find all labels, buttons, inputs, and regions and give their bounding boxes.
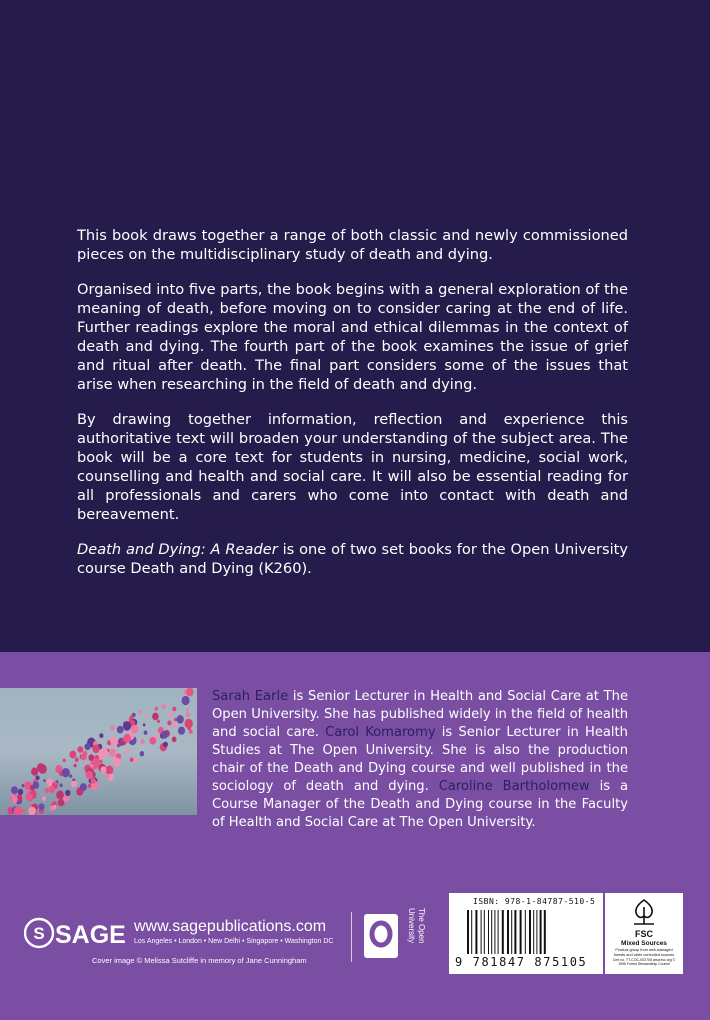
barcode-bar [529,910,531,954]
open-university-name [406,908,434,970]
balloon [141,739,145,744]
balloon [22,784,25,787]
balloon [177,715,184,724]
balloon [77,746,83,753]
balloon [35,775,39,780]
balloon [81,753,87,760]
balloon [84,743,90,750]
barcode-bar [525,910,526,954]
fsc-tree-icon [627,897,661,929]
balloon [130,715,133,718]
description-paragraph-2: Organised into five parts, the book begins with a general exploration of the meaning of death, before moving on to consider caring at the end of life. Further readings explore the moral and ethical dilemmas in the context of death and dying. The fourth part of the book examines the issue of grief and ritual after death. The final part considers some of the issues that arise when researching in the field of death and dying. [77,281,629,393]
balloon [168,712,173,718]
balloon [17,795,22,800]
sage-logo-text: SAGE [55,921,126,949]
balloon [18,789,24,795]
balloon [106,766,114,775]
fsc-certificate: Cert no. TT-COC-002705 www.fsc.org © 1996 Forest Stewardship Council [612,958,676,966]
balloon [80,783,87,791]
barcode-bar [467,910,469,954]
balloon [91,765,94,768]
balloon [143,723,146,726]
barcode-bar [498,910,499,954]
barcode-bar [481,910,482,954]
balloon [131,725,139,734]
balloon [117,744,120,747]
open-university-line-2: University [407,908,416,944]
author-bio-caroline-bartholomew: is a Course Manager of the Death and Dying course in the Faculty of Health and Social Care at The Open University. [212,779,629,830]
balloon [100,766,106,773]
balloon [144,731,148,735]
balloon [123,734,131,743]
barcode-bar [507,910,509,954]
isbn-label: ISBN: 978-1-84787-510-5 [473,897,596,906]
balloon [167,720,171,725]
balloon [110,725,114,730]
course-note: is one of two set books for the Open University course Death and Dying (K260). [77,541,628,577]
fsc-description: Product group from well-managed forests and other controlled sources [613,948,675,957]
balloon [63,759,66,763]
balloon [43,779,46,782]
barcode-bar [511,910,512,954]
balloon [109,748,116,756]
balloon [152,713,159,721]
barcode-bar [514,910,516,954]
balloon [157,720,160,723]
balloon [186,709,189,712]
balloon [28,807,36,815]
balloon [92,745,99,754]
barcode-bar [536,910,537,954]
balloon [74,764,77,767]
author-biographies [212,688,628,832]
barcode-bar [520,910,522,954]
book-title: Death and Dying: A Reader [77,541,278,558]
balloon [163,742,168,748]
balloon [174,718,177,721]
balloon [26,793,33,801]
fsc-mixed-sources: Mixed Sources [621,940,667,947]
publisher-url: www.sagepublications.com [134,918,327,935]
balloon [155,707,158,711]
balloon [172,737,177,743]
balloon [99,733,103,738]
balloon [12,796,18,803]
balloon [56,790,64,799]
open-university-line-1: The Open [417,908,426,944]
balloon [156,734,159,737]
balloon [65,790,70,796]
balloon [42,796,46,800]
barcode-digits: 9 781847 875105 [455,955,588,969]
balloon [94,758,101,766]
balloon [117,726,124,734]
svg-text:S: S [33,924,45,943]
balloon [75,757,79,762]
barcode-bar [471,910,472,954]
balloon [139,710,142,714]
barcode-bar [544,910,546,954]
balloon [110,736,118,745]
description-paragraph-1: This book draws together a range of both classic and newly commissioned pieces on the multidisciplinary study of death and dying. [77,227,628,263]
barcode-bar [475,910,477,954]
balloon [49,786,55,793]
description-paragraph-3: By drawing together information, reflection and experience this authoritative text will broaden your understanding of the subject area. The book will be a core text for students in nursing, medicine, social work, counselling and health and social care. It will also be essential reading for all professionals and carers who come into contact with death and bereavement. [77,411,628,523]
balloon [161,704,166,709]
author-bio-sarah-earle: is Senior Lecturer in Health and Social Care at The Open University. She has published widely in the field of health and social care. [212,689,629,740]
logo-divider [351,912,352,962]
balloon [31,768,38,776]
balloon [101,748,109,757]
balloon [178,727,185,735]
balloon [149,737,156,745]
balloon [45,788,49,793]
fsc-certification-badge [605,893,683,974]
balloon [126,749,130,753]
balloon [112,758,120,767]
balloon [69,774,72,777]
open-university-logo-icon [362,912,402,962]
cover-image-credit: Cover image © Melissa Sutcliffe in memory of Jane Cunningham [92,956,307,965]
balloon [161,731,168,739]
barcode-bar [533,910,534,954]
author-name-sarah-earle: Sarah Earle [212,689,289,704]
balloon [186,688,194,696]
publisher-cities: Los Angeles • London • New Delhi • Singapore • Washington DC [134,938,334,945]
balloon [88,754,94,761]
balloon [130,758,134,762]
balloon [186,712,191,717]
balloon [39,803,45,810]
fsc-label: FSC [635,929,653,939]
balloon [133,758,137,762]
balloon [132,713,136,717]
barcode-bar [484,910,485,954]
balloon [71,781,77,788]
balloon [11,786,18,794]
barcode-bar [494,910,495,954]
barcode-bar [488,910,489,954]
barcode-bar [491,910,492,954]
balloon [173,722,178,727]
balloon [189,729,193,734]
balloon [172,707,176,712]
balloon [70,751,77,759]
barcode-bars [463,910,589,956]
book-description [77,226,628,578]
description-paragraph-4 [77,540,628,578]
barcode-bar [540,910,542,954]
balloon [23,809,26,812]
author-name-caroline-bartholomew: Caroline Bartholomew [438,779,590,794]
balloon [88,784,91,788]
balloon [60,783,63,787]
author-name-carol-komaromy: Carol Komaromy [325,725,436,740]
balloon [62,768,70,777]
balloon [91,778,96,784]
author-bio-carol-komaromy: is Senior Lecturer in Health Studies at The Open University. She is also the production chair of the Death and Dying course and well published in the sociology of death and dying. [212,725,628,794]
sage-logo [24,915,128,951]
balloon [86,771,93,779]
balloon [55,782,58,785]
balloon [182,696,190,705]
balloon [144,714,147,718]
isbn-barcode [449,893,603,974]
balloon [123,721,131,730]
balloon [140,751,145,756]
balloon [33,781,40,788]
balloons-photo [0,688,197,815]
balloon [106,775,109,778]
barcode-bar [502,910,504,954]
balloon [50,806,55,811]
balloon [58,799,64,806]
